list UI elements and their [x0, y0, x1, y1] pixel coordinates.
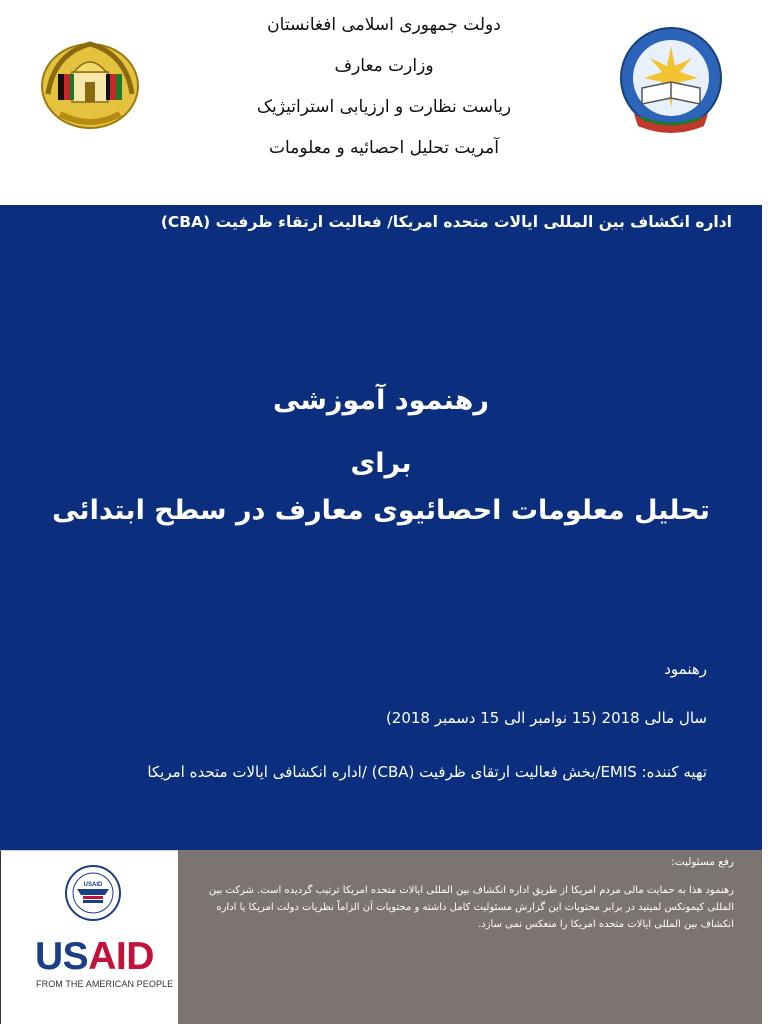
wordmark-us: US: [35, 935, 89, 978]
document-type: رهنمود: [664, 660, 707, 678]
government-name: دولت جمهوری اسلامی افغانستان: [267, 15, 501, 35]
ministry-name: وزارت معارف: [334, 56, 434, 76]
usaid-seal-icon: [65, 865, 121, 921]
prepared-by: تهیه کننده: EMIS/بخش فعالیت ارتقای ظرفیت (CBA) /اداره انکشافی ایالات متحده امریکا: [147, 763, 707, 781]
afghanistan-emblem-icon: [34, 34, 146, 134]
department-name: آمریت تحلیل احصائیه و معلومات: [269, 138, 499, 158]
title-line-3: تحلیل معلومات احصائیوی معارف در سطح ابتدائی: [52, 495, 710, 526]
usaid-tagline: FROM THE AMERICAN PEOPLE: [36, 979, 174, 989]
wordmark-aid: AID: [88, 935, 154, 978]
directorate-name: ریاست نظارت و ارزیابی استراتیژیک: [256, 97, 512, 117]
usaid-wordmark: [35, 935, 154, 979]
cover-panel: [0, 205, 762, 850]
disclaimer-title: رفع مسئولیت:: [671, 856, 734, 868]
program-line: اداره انکشاف بین المللی ایالات متحده امریکا/ فعالیت ارتقاء ظرفیت (CBA): [160, 213, 732, 231]
header-title-lines: [150, 14, 618, 178]
document-header: [0, 0, 768, 205]
disclaimer-box: [178, 850, 762, 1024]
ministry-seal-icon: [612, 22, 730, 140]
title-line-2: برای: [350, 448, 412, 479]
title-line-1: رهنمود آموزشی: [273, 385, 489, 416]
disclaimer-body: رهنمود هذا به حمایت مالی مردم امریکا از طریق اداره انکشاف بین المللی ایالات متحده امریکا ترتیب گردیده است. شرکت بین المللی کیمونکس لمیتید در برابر محتویات این گزارش مسئولیت کامل داشته و محتویات آن الزاماً نظریات دولت امریکا یا اداره انکشاف بین المللی ایالات متحده امریکا را منعکس نمی سازد.: [208, 885, 734, 930]
seal-text: USAID: [83, 882, 103, 888]
fiscal-year: سال مالی 2018 (15 نوامبر الی 15 دسمبر 2018): [385, 709, 707, 727]
usaid-logo-box: [0, 850, 178, 1024]
